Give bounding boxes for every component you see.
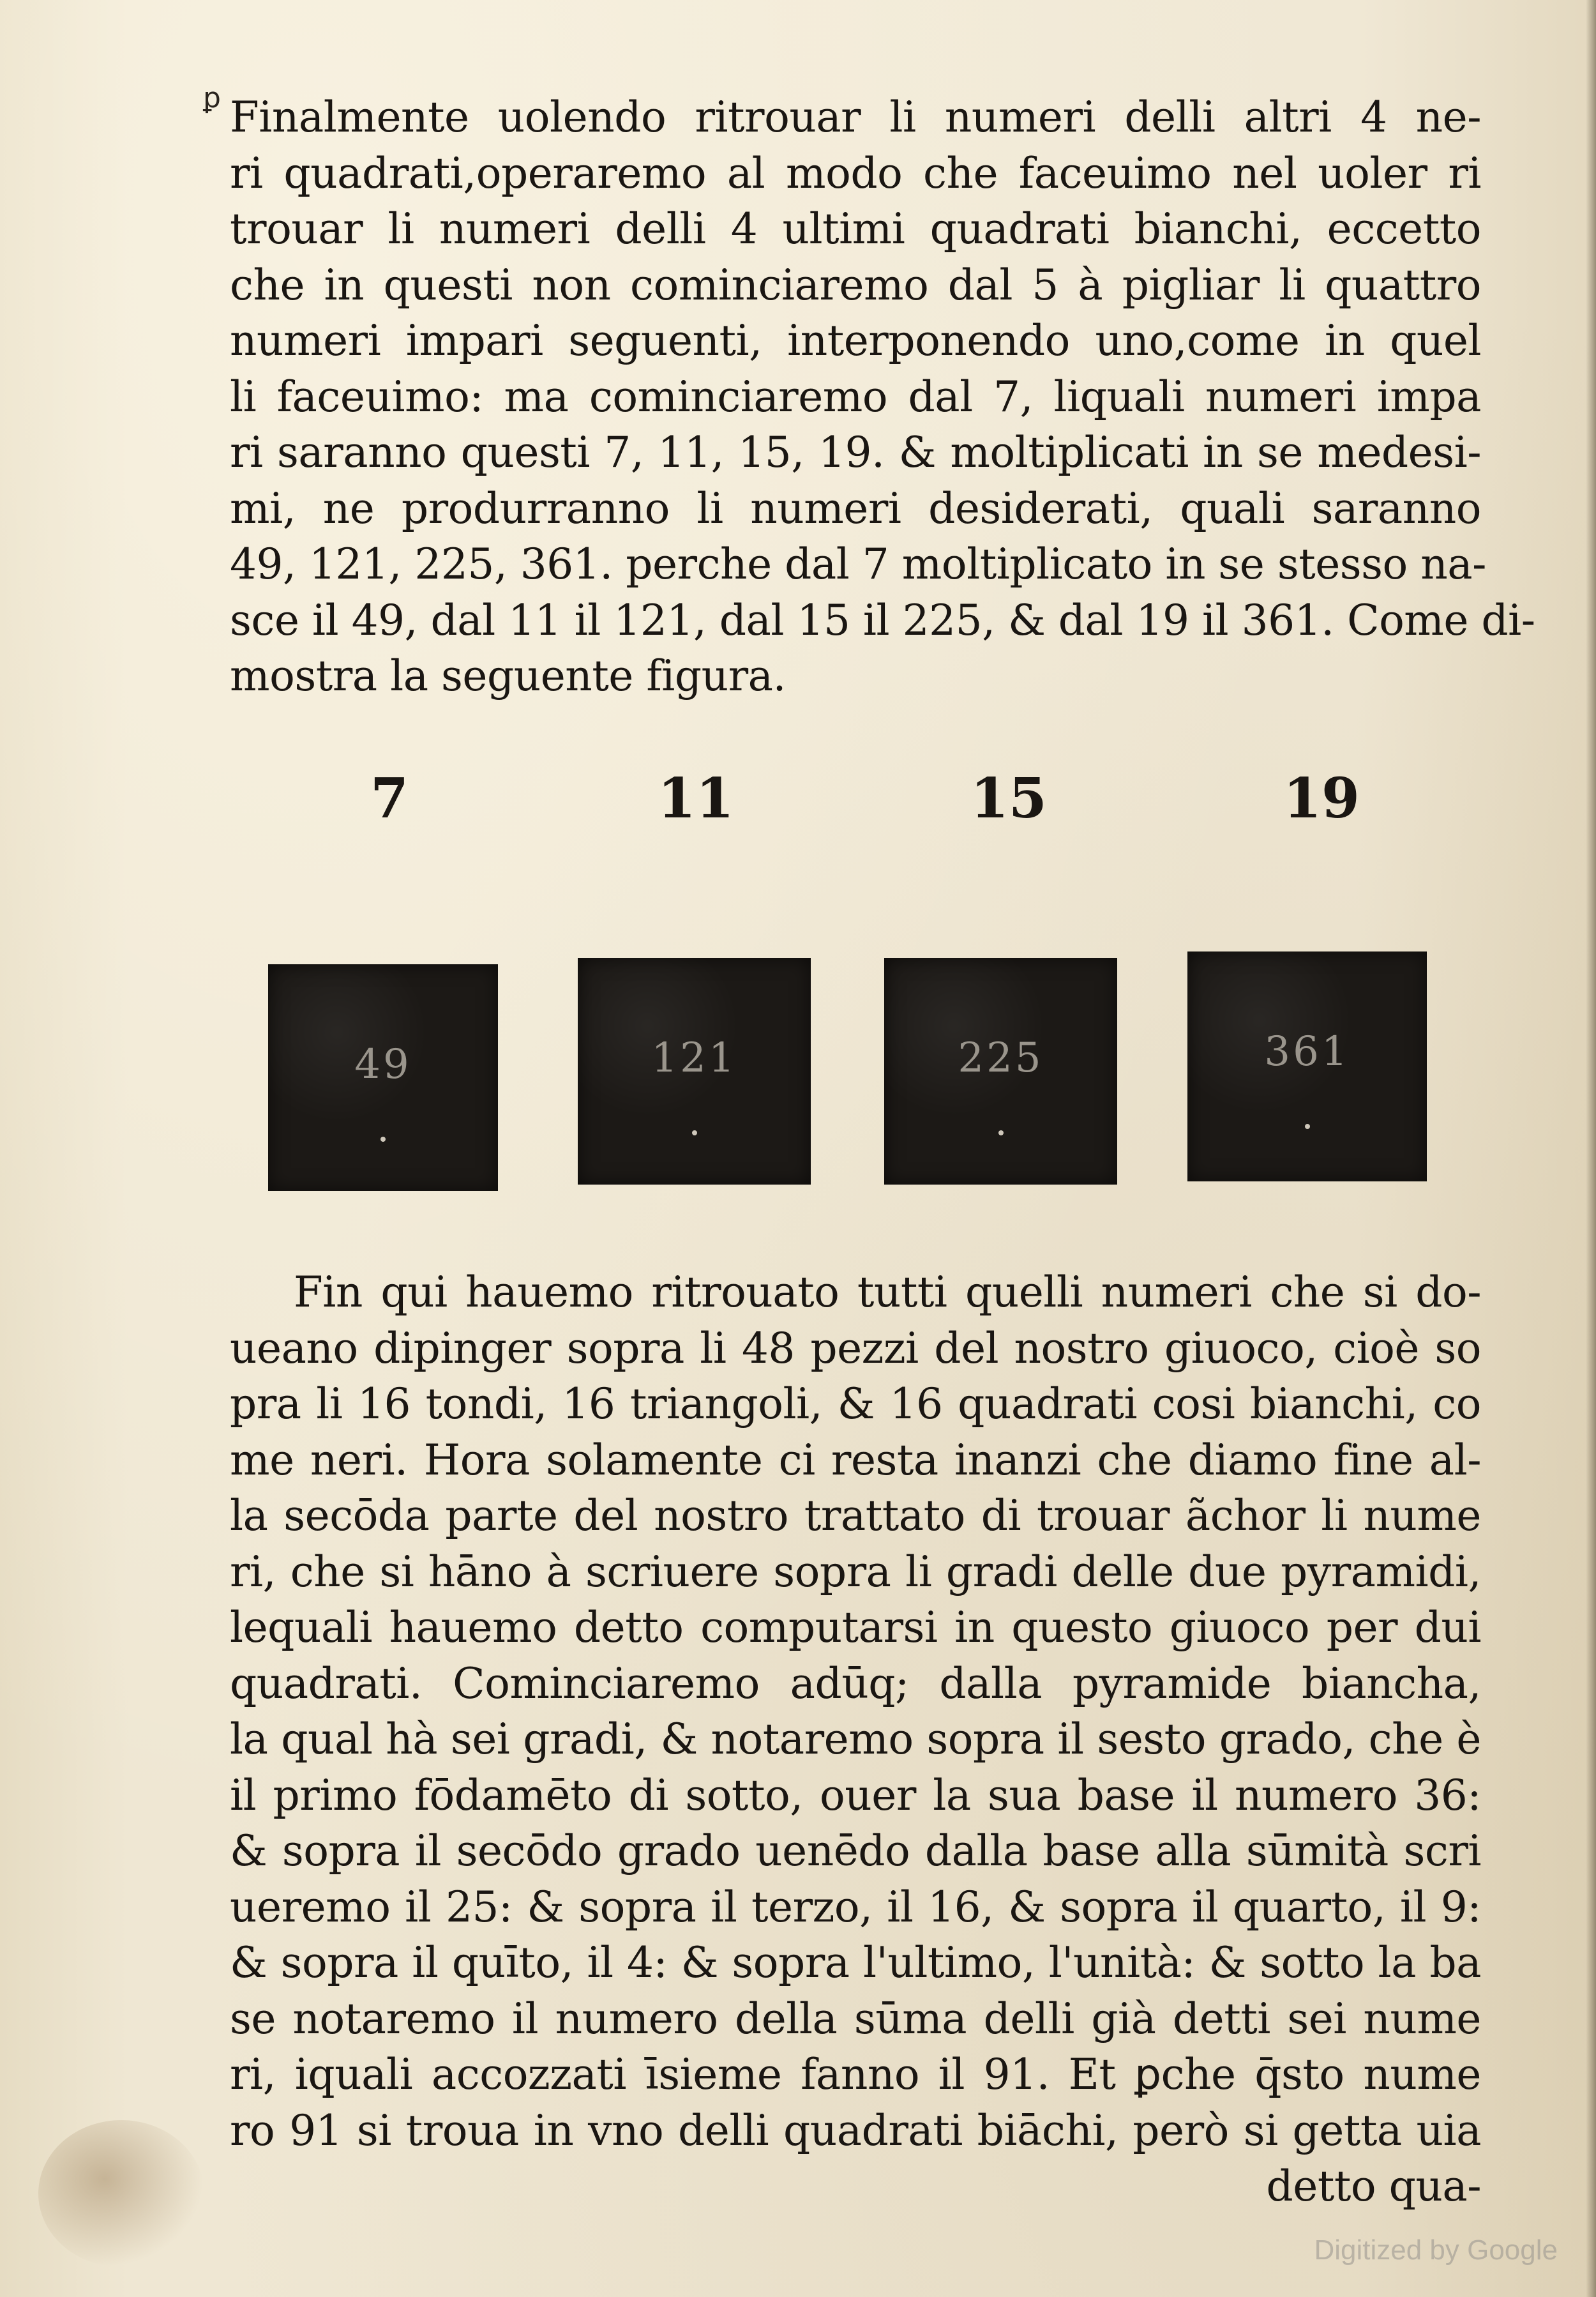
text-line: lequali hauemo detto computarsi in questo giuoco per dui [230,1603,1481,1652]
text-line: me neri. Hora solamente ci resta inanzi che diamo fine al- [230,1435,1481,1485]
text-line: ri, che si hāno à scriuere sopra li gradi delle due pyramidi, [230,1547,1481,1596]
black-square [884,958,1117,1185]
text-line: numeri impari seguenti, interponendo uno,come in quel [230,316,1481,365]
text-line: & sopra il quīto, il 4: & sopra l'ultimo, l'unità: & sotto la ba [230,1938,1481,1987]
figure-label: 7 [370,766,409,831]
figure-label: 15 [970,766,1047,831]
text-line: quadrati. Cominciaremo adūq; dalla pyramide biancha, [230,1658,1481,1708]
square-number: 361 [1264,1028,1350,1075]
text-line: che in questi non cominciaremo dal 5 à pigliar li quattro [230,260,1481,310]
text-line: mi, ne produrranno li numeri desiderati, quali saranno [230,483,1481,533]
page-edge-shadow [1586,0,1596,2297]
text-line: mostra la seguente figura. [230,651,787,701]
square-number: 49 [354,1041,412,1088]
text-line: il primo fōdamēto di sotto, ouer la sua base il numero 36: [230,1770,1481,1820]
text-line: Finalmente uolendo ritrouar li numeri delli altri 4 ne- [230,93,1481,142]
text-line: ri quadrati,operaremo al modo che faceuimo nel uoler ri [230,148,1481,198]
square-dot [998,1130,1004,1135]
black-square [1187,951,1427,1181]
square-dot [1305,1124,1310,1129]
figure-label: 11 [658,766,734,831]
corner-mark: ꝑ [203,82,221,114]
catchword: detto qua- [1266,2162,1481,2211]
bottom-paragraph [230,1264,1481,2215]
text-line: la qual hà sei gradi, & notaremo sopra il sesto grado, che è [230,1715,1481,1764]
top-paragraph [230,89,1535,704]
text-line: trouar li numeri delli 4 ultimi quadrati bianchi, eccetto [230,204,1481,254]
square-dot [380,1137,386,1142]
text-line: li faceuimo: ma cominciaremo dal 7, liquali numeri impa [230,372,1481,421]
text-line: ri, iquali accozzati īsieme fanno il 91. Et ꝑche q̄sto nume [230,2050,1481,2099]
text-line: pra li 16 tondi, 16 triangoli, & 16 quadrati cosi bianchi, co [230,1379,1481,1429]
text-line: se notaremo il numero della sūma delli già detti sei nume [230,1994,1481,2043]
black-square [268,964,498,1191]
text-line: Fin qui hauemo ritrouato tutti quelli numeri che si do- [294,1268,1481,1317]
figure-label: 19 [1283,766,1360,831]
text-line: ro 91 si troua in vno delli quadrati biāchi, però si getta uia [230,2105,1481,2155]
text-line: ri saranno questi 7, 11, 15, 19. & moltiplicati in se medesi- [230,428,1481,477]
text-line: sce il 49, dal 11 il 121, dal 15 il 225, & dal 19 il 361. Come di- [230,595,1535,645]
text-line: 49, 121, 225, 361. perche dal 7 moltiplicato in se stesso na- [230,540,1486,589]
square-dot [692,1130,697,1135]
square-number: 225 [958,1035,1044,1082]
text-line: la secōda parte del nostro trattato di trouar ãchor li nume [230,1491,1481,1540]
text-line: ueremo il 25: & sopra il terzo, il 16, & sopra il quarto, il 9: [230,1882,1481,1932]
text-line: ueano dipinger sopra li 48 pezzi del nostro giuoco, cioè so [230,1323,1481,1373]
squares-figure [262,766,1475,1213]
text-line: & sopra il secōdo grado uenēdo dalla base alla sūmità scri [230,1826,1481,1876]
paper-stain [38,2120,204,2267]
square-number: 121 [651,1035,737,1082]
digitized-watermark: Digitized by Google [1314,2234,1558,2266]
black-square [578,958,811,1185]
